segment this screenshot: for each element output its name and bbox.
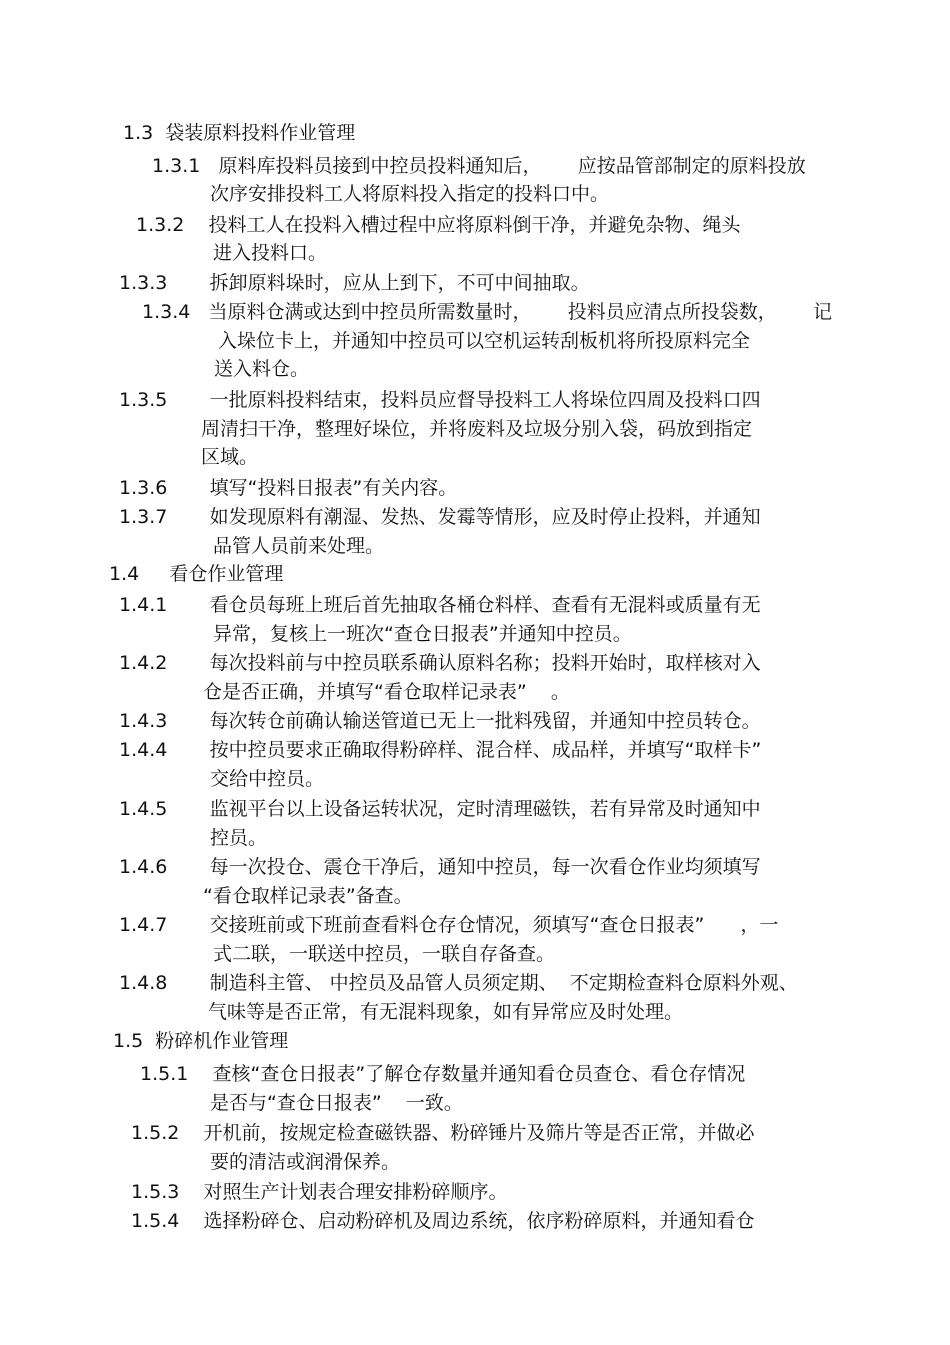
item-1-5-4: 1.5.4 选择粉碎仓、启动粉碎机及周边系统，依序粉碎原料，并通知看仓 [131,1210,755,1232]
item-1-5-2-cont: 要的清洁或润滑保养。 [210,1151,401,1173]
item-1-4-7: 1.4.7 交接班前或下班前查看料仓存仓情况，须填写“查仓日报表” ，一 [119,914,779,936]
item-1-4-4-cont: 交给中控员。 [210,768,325,790]
item-1-4-8-cont: 气味等是否正常，有无混料现象，如有异常应及时处理。 [208,1001,684,1023]
item-1-3-4-cont: 入垛位卡上，并通知中控员可以空机运转刮板机将所投原料完全 [218,330,751,352]
item-1-4-7-cont: 式二联，一联送中控员，一联自存备查。 [213,943,556,965]
item-1-3-5-cont: 周清扫干净，整理好垛位，并将废料及垃圾分别入袋，码放到指定 [201,418,753,440]
item-1-5-2: 1.5.2 开机前，按规定检查磁铁器、粉碎锤片及筛片等是否正常，并做必 [131,1122,755,1144]
item-1-3-1-cont: 次序安排投料工人将原料投入指定的投料口中。 [210,183,610,205]
item-1-4-5: 1.4.5 监视平台以上设备运转状况，定时清理磁铁，若有异常及时通知中 [119,798,761,820]
item-1-4-2-cont: 仓是否正确，并填写“看仓取样记录表” 。 [203,681,570,703]
item-1-3-4-cont2: 送入料仓。 [214,358,310,380]
item-1-4-5-cont: 控员。 [210,827,268,849]
section-heading-1-5: 1.5 粉碎机作业管理 [113,1030,289,1052]
item-1-3-6: 1.3.6 填写“投料日报表”有关内容。 [119,477,458,499]
item-1-4-8: 1.4.8 制造科主管、 中控员及品管人员须定期、 不定期检查料仓原料外观、 [119,972,798,994]
item-1-3-4: 1.3.4 当原料仓满或达到中控员所需数量时， 投料员应清点所投袋数， 记 [142,301,832,323]
item-1-4-2: 1.4.2 每次投料前与中控员联系确认原料名称；投料开始时，取样核对入 [119,652,761,674]
item-1-4-3: 1.4.3 每次转仓前确认输送管道已无上一批料残留，并通知中控员转仓。 [119,710,761,732]
item-1-3-5-cont2: 区域。 [201,446,259,468]
item-1-3-2-cont: 进入投料口。 [213,242,328,264]
item-1-3-7-cont: 品管人员前来处理。 [213,535,385,557]
item-1-5-1: 1.5.1 查核“查仓日报表”了解仓存数量并通知看仓员查仓、看仓存情况 [140,1063,746,1085]
section-heading-1-4: 1.4 看仓作业管理 [109,563,284,585]
item-1-4-6-cont: “看仓取样记录表”备查。 [203,885,413,907]
item-1-4-1: 1.4.1 看仓员每班上班后首先抽取各桶仓料样、查看有无混料或质量有无 [119,594,761,616]
item-1-3-7: 1.3.7 如发现原料有潮湿、发热、发霉等情形，应及时停止投料，并通知 [119,506,761,528]
section-heading-1-3: 1.3 袋装原料投料作业管理 [123,122,356,144]
item-1-4-1-cont: 异常，复核上一班次“查仓日报表”并通知中控员。 [213,623,632,645]
item-1-3-2: 1.3.2 投料工人在投料入槽过程中应将原料倒干净，并避免杂物、绳头 [136,214,741,236]
item-1-4-6: 1.4.6 每一次投仓、震仓干净后，通知中控员，每一次看仓作业均须填写 [119,856,761,878]
item-1-5-1-cont: 是否与“查仓日报表” 一致。 [210,1092,463,1114]
item-1-3-5: 1.3.5 一批原料投料结束，投料员应督导投料工人将垛位四周及投料口四 [119,389,761,411]
item-1-3-1: 1.3.1 原料库投料员接到中控员投料通知后， 应按品管部制定的原料投放 [152,155,806,177]
item-1-3-3: 1.3.3 拆卸原料垛时，应从上到下，不可中间抽取。 [119,272,590,294]
item-1-4-4: 1.4.4 按中控员要求正确取得粉碎样、混合样、成品样，并填写“取样卡” [119,739,762,761]
item-1-5-3: 1.5.3 对照生产计划表合理安排粉碎顺序。 [131,1181,508,1203]
